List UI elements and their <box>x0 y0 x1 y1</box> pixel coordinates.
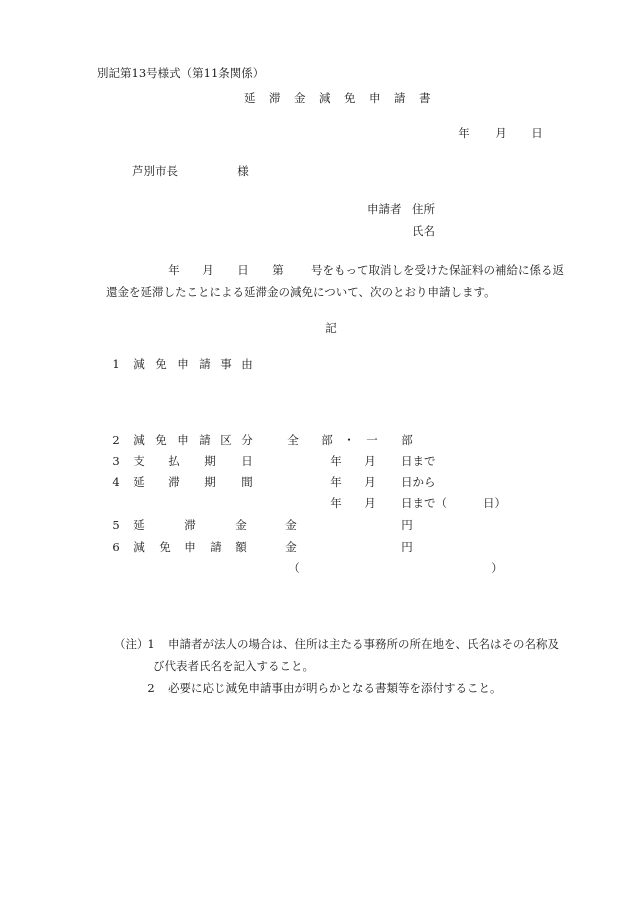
item-char: 申 <box>177 433 189 447</box>
body-line2: 還金を延滞したことによる延滞金の減免について、次のとおり申請します。 <box>106 285 496 299</box>
date-month: 月 <box>364 496 376 510</box>
applicant-label: 申請者 <box>367 202 402 216</box>
body-year: 年 <box>168 263 180 277</box>
paren-close: ） <box>491 561 503 575</box>
item-char: 金 <box>285 518 297 532</box>
item-char: 減 <box>133 540 145 554</box>
item-number: 4 <box>112 475 120 489</box>
addressee-name: 芦別市長 <box>132 164 178 178</box>
item-char: 額 <box>235 540 247 554</box>
item-char: 間 <box>241 475 253 489</box>
item-char: 滞 <box>184 518 196 532</box>
date-day-from: 日から <box>401 475 436 489</box>
paren-open: （ <box>288 561 300 575</box>
yen-unit: 円 <box>401 540 413 554</box>
applicant-address: 住所 <box>412 202 435 216</box>
item-char: 減 <box>133 357 145 371</box>
item-char: 免 <box>155 357 167 371</box>
date-month: 月 <box>364 454 376 468</box>
form-label: 別記第13号様式（第11条関係） <box>97 66 265 80</box>
body-number-prefix: 第 <box>272 263 284 277</box>
date-year: 年 <box>330 475 342 489</box>
note-1-line1: 申請者が法人の場合は、住所は主たる事務所の所在地を、氏名はその名称及 <box>168 637 559 651</box>
category-part: 部 <box>401 433 413 447</box>
date-day: 日 <box>531 126 543 140</box>
date-day-until: 日まで <box>401 454 436 468</box>
item-char: 期 <box>204 475 216 489</box>
note-number: 1 <box>147 637 155 651</box>
item-char: 金 <box>235 518 247 532</box>
item-char: 支 <box>133 454 145 468</box>
item-char: 申 <box>177 357 189 371</box>
category-part: 一 <box>366 433 378 447</box>
body-line1-rest: 号をもって取消しを受けた保証料の補給に係る返 <box>311 263 564 277</box>
item-char: 区 <box>220 433 232 447</box>
item-char: 分 <box>241 433 253 447</box>
notes-label: （注） <box>114 637 149 651</box>
item-char: 金 <box>285 540 297 554</box>
date-month: 月 <box>364 475 376 489</box>
item-char: 請 <box>199 433 211 447</box>
category-all: 部 <box>321 433 333 447</box>
applicant-name: 氏名 <box>412 224 435 238</box>
ki-heading: 記 <box>325 321 337 335</box>
category-separator: ・ <box>343 433 355 447</box>
item-number: 5 <box>112 518 120 532</box>
item-number: 1 <box>112 357 120 371</box>
item-char: 申 <box>184 540 196 554</box>
item-char: 事 <box>220 357 232 371</box>
item-number: 3 <box>112 454 120 468</box>
addressee-honorific: 様 <box>237 164 249 178</box>
item-char: 由 <box>241 357 253 371</box>
item-number: 6 <box>112 540 120 554</box>
item-char: 減 <box>133 433 145 447</box>
yen-unit: 円 <box>401 518 413 532</box>
item-char: 請 <box>210 540 222 554</box>
item-char: 請 <box>199 357 211 371</box>
date-year: 年 <box>330 454 342 468</box>
note-1-line2: び代表者氏名を記入すること。 <box>153 659 314 673</box>
item-char: 免 <box>155 433 167 447</box>
body-day: 日 <box>237 263 249 277</box>
date-day-until: 日まで（ <box>401 496 447 510</box>
date-year: 年 <box>330 496 342 510</box>
note-2: 必要に応じ減免申請事由が明らかとなる書類等を添付すること。 <box>168 681 502 695</box>
category-all: 全 <box>287 433 299 447</box>
item-char: 延 <box>133 518 145 532</box>
item-char: 延 <box>133 475 145 489</box>
body-month: 月 <box>202 263 214 277</box>
date-month: 月 <box>495 126 507 140</box>
item-char: 期 <box>204 454 216 468</box>
form-title: 延 滞 金 減 免 申 請 書 <box>244 91 432 105</box>
item-char: 払 <box>168 454 180 468</box>
item-char: 日 <box>241 454 253 468</box>
item-number: 2 <box>112 433 120 447</box>
item-char: 滞 <box>168 475 180 489</box>
date-year: 年 <box>458 126 470 140</box>
note-number: 2 <box>147 681 155 695</box>
item-char: 免 <box>159 540 171 554</box>
days-count-close: 日） <box>483 496 506 510</box>
